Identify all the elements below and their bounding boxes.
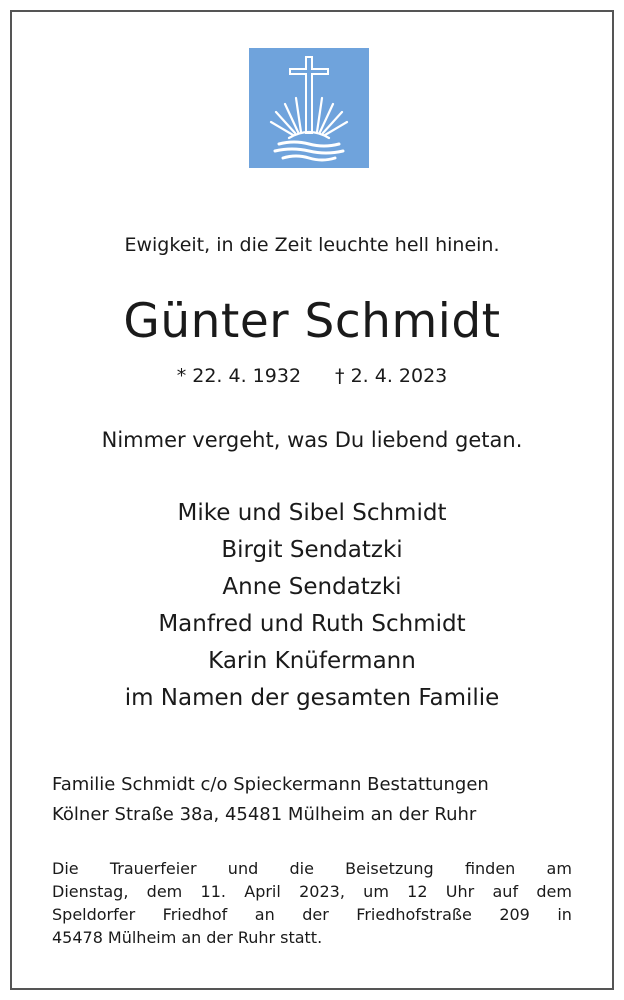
notice-word: Ruhr [237, 928, 276, 947]
notice-word: Uhr [445, 882, 475, 901]
notice-word: finden [464, 859, 516, 878]
notice-word: der [302, 905, 329, 924]
birth-date: * 22. 4. 1932 [176, 365, 302, 387]
notice-word: Mülheim [107, 928, 177, 947]
notice-word: Die [52, 859, 79, 878]
notice-word: dem [146, 882, 183, 901]
notice-word: dem [536, 882, 572, 901]
verse-top: Ewigkeit, in die Zeit leuchte hell hinein. [124, 234, 500, 256]
notice-word: um [363, 882, 389, 901]
mourner-line: Karin Knüfermann [208, 648, 416, 674]
notice-word: April [244, 882, 281, 901]
notice-word: am [546, 859, 572, 878]
notice-word: die [289, 859, 314, 878]
cross-sunburst-icon [249, 48, 369, 168]
mourner-line: Anne Sendatzki [222, 574, 402, 600]
mourner-line: Manfred und Ruth Schmidt [158, 611, 466, 637]
deceased-name: Günter Schmidt [123, 294, 501, 349]
life-dates [0, 362, 624, 390]
verse-bottom: Nimmer vergeht, was Du liebend getan. [101, 428, 523, 452]
notice-word: 11. [200, 882, 226, 901]
notice-word: an [181, 928, 202, 947]
notice-word: Friedhofstraße [356, 905, 472, 924]
notice-line [52, 857, 572, 880]
notice-word: 12 [407, 882, 428, 901]
contact-address [52, 770, 489, 830]
notice-word: statt. [280, 928, 323, 947]
mourner-line: im Namen der gesamten Familie [124, 685, 500, 711]
notice-line [52, 880, 572, 903]
notice-word: 2023, [299, 882, 345, 901]
notice-word: Speldorfer [52, 905, 136, 924]
notice-word: Trauerfeier [109, 859, 197, 878]
funeral-notice [52, 857, 572, 949]
notice-word: der [206, 928, 233, 947]
notice-line [52, 903, 572, 926]
notice-word: 45478 [52, 928, 103, 947]
notice-word: Friedhof [162, 905, 228, 924]
notice-word: an [254, 905, 275, 924]
address-line: Familie Schmidt c/o Spieckermann Bestattungen [52, 774, 489, 795]
notice-word: auf [492, 882, 519, 901]
notice-line [52, 926, 572, 949]
notice-word: Beisetzung [345, 859, 434, 878]
notice-word: und [227, 859, 259, 878]
notice-word: in [557, 905, 572, 924]
address-line: Kölner Straße 38a, 45481 Mülheim an der Ruhr [52, 804, 477, 825]
notice-word: Dienstag, [52, 882, 129, 901]
death-date: † 2. 4. 2023 [335, 365, 448, 387]
mourner-line: Mike und Sibel Schmidt [177, 500, 447, 526]
notice-word: 209 [499, 905, 530, 924]
mourner-line: Birgit Sendatzki [221, 537, 403, 563]
mourners-list [0, 495, 624, 717]
